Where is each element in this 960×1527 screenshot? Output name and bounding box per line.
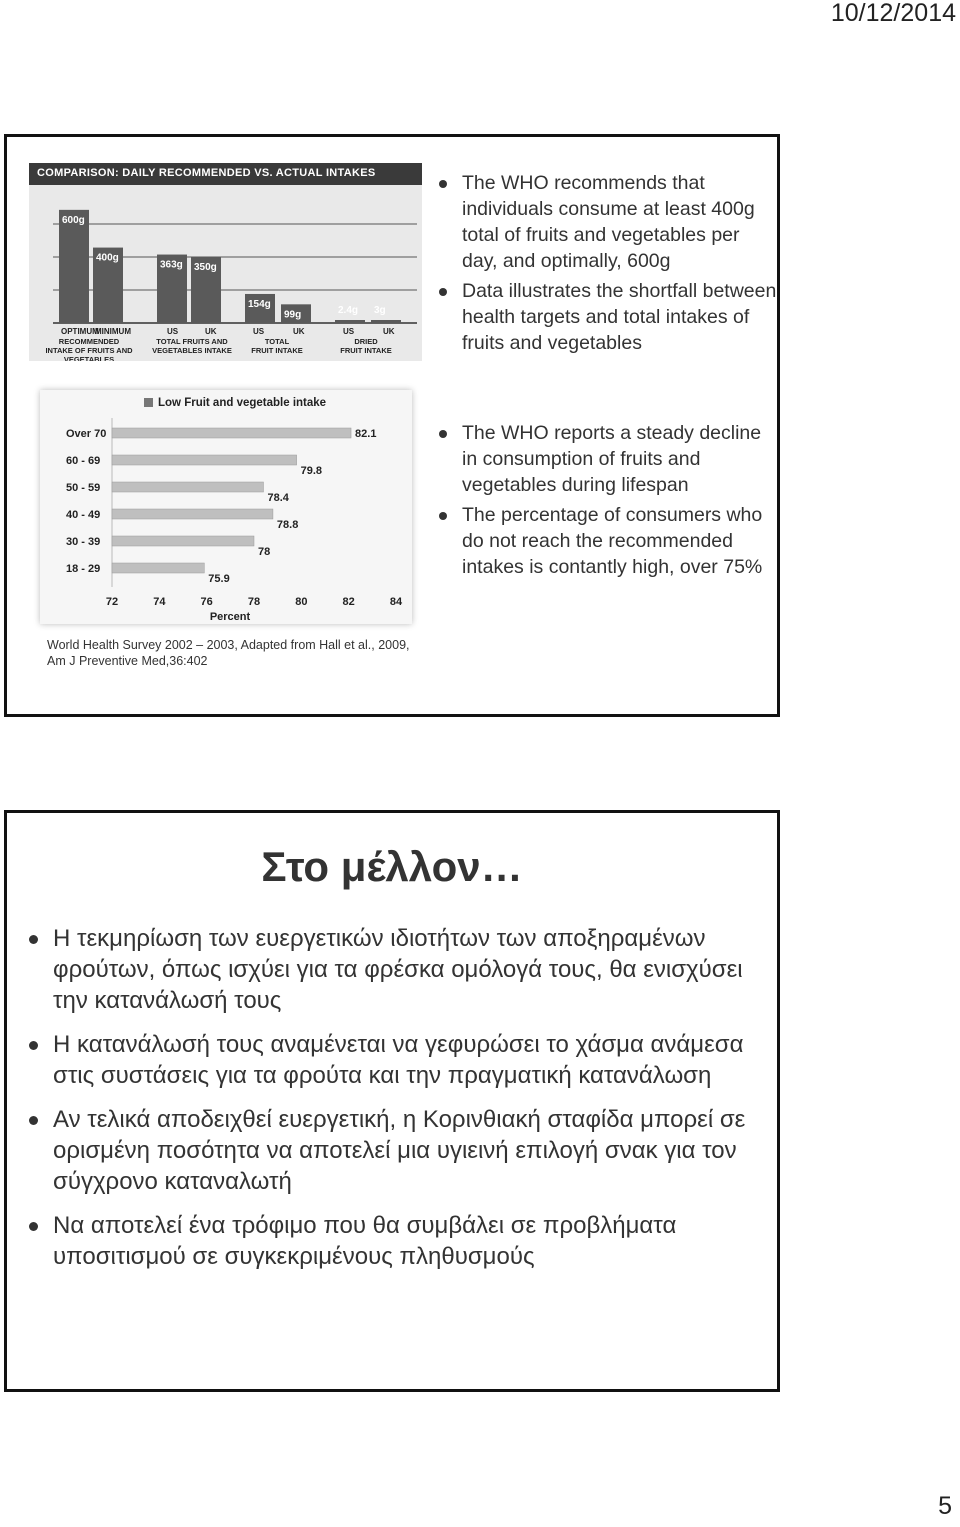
bullet-dot — [29, 935, 38, 944]
bar-value-label: 600g — [62, 214, 85, 226]
chart-bar — [371, 320, 401, 323]
bar-value-label: 154g — [248, 298, 271, 310]
legend-label: Low Fruit and vegetable intake — [158, 397, 327, 409]
bullet-item — [25, 1104, 775, 1197]
age-bar-value-label: 82.1 — [355, 428, 377, 440]
age-bar — [112, 482, 263, 492]
category-label: US — [253, 327, 265, 336]
age-bar — [112, 509, 273, 519]
bottom-bullet-list — [437, 420, 777, 584]
category-label: US — [167, 327, 179, 336]
bullet-dot — [439, 512, 447, 520]
age-intake-chart — [40, 390, 412, 624]
x-tick-label: 84 — [389, 596, 403, 608]
slide-future — [4, 810, 780, 1392]
bar-value-label: 363g — [160, 259, 183, 271]
age-category-label: 18 - 29 — [66, 563, 101, 575]
group-label: INTAKE OF FRUITS AND — [45, 346, 133, 355]
bar-value-label: 350g — [194, 262, 217, 273]
group-label: VEGETABLES INTAKE — [152, 346, 232, 355]
source-line: Am J Preventive Med,36:402 — [47, 654, 208, 668]
bullet-item — [25, 1210, 775, 1272]
group-label: FRUIT INTAKE — [251, 346, 303, 355]
bullet-dot — [439, 288, 447, 296]
bullet-dot — [439, 430, 447, 438]
group-label: TOTAL FRUITS AND — [156, 337, 228, 346]
category-label: UK — [205, 327, 217, 336]
category-label: OPTIMUM — [61, 327, 99, 336]
bullet-text: Η κατανάλωσή τους αναμένεται να γεφυρώσει το χάσμα ανάμεσα στις συστάσεις για τα φρούτα και την πραγματική κατανάλωση — [53, 1031, 744, 1089]
bullet-dot — [29, 1116, 38, 1125]
bullet-dot — [29, 1041, 38, 1050]
x-tick-label: 78 — [247, 596, 261, 608]
slide-intake-comparison — [4, 134, 780, 717]
age-bar — [112, 536, 254, 546]
intake-comparison-chart — [29, 163, 422, 361]
age-category-label: 30 - 39 — [66, 536, 101, 548]
slide-title: Στο μέλλον… — [261, 843, 523, 890]
x-tick-label: 82 — [342, 596, 355, 608]
bullet-item — [25, 923, 775, 1016]
x-axis-title: Percent — [209, 611, 251, 623]
x-tick-label: 80 — [295, 596, 308, 608]
age-bar — [112, 563, 204, 573]
x-tick-label: 76 — [200, 596, 213, 608]
bullet-item — [437, 420, 777, 498]
group-label: FRUIT INTAKE — [340, 346, 392, 355]
bullet-text: The WHO reports a steady decline in consumption of fruits and vegetables during lifespan — [462, 422, 762, 496]
bullet-text: Να αποτελεί ένα τρόφιμο που θα συμβάλει σε προβλήματα υποσιτισμού σε συγκεκριμένους πληθυσμούς — [53, 1212, 677, 1270]
age-chart-svg — [40, 390, 412, 624]
bullet-text: The percentage of consumers who do not reach the recommended intakes is contantly high, over 75% — [462, 504, 763, 578]
category-label: MINIMUM — [95, 327, 131, 336]
bullet-item — [437, 278, 777, 356]
x-tick-label: 74 — [153, 596, 166, 608]
bullet-text: Αν τελικά αποδειχθεί ευεργετική, η Κορινθιακή σταφίδα μπορεί σε ορισμένη ποσότητα να αποτελεί μια υγιεινή επιλογή σνακ για τον σύγχρονο καταναλωτή — [53, 1106, 746, 1195]
chart-title: COMPARISON: DAILY RECOMMENDED VS. ACTUAL INTAKES — [37, 167, 376, 179]
top-bullet-list — [437, 170, 777, 360]
category-label: UK — [383, 327, 395, 336]
age-bar — [112, 428, 351, 438]
age-category-label: 50 - 59 — [66, 482, 101, 494]
age-category-label: Over 70 — [66, 428, 107, 440]
group-label: DRIED — [354, 337, 378, 346]
group-label: RECOMMENDED — [58, 337, 120, 346]
age-category-label: 60 - 69 — [66, 455, 101, 467]
bullet-text: The WHO recommends that individuals consume at least 400g total of fruits and vegetables per day, and optimally, 600g — [462, 172, 755, 272]
category-label: UK — [293, 327, 305, 336]
bar-value-label: 2.4g — [338, 305, 359, 316]
source-citation — [47, 637, 437, 669]
chart-bar — [59, 210, 89, 323]
group-label: VEGETABLES — [63, 355, 115, 361]
future-bullet-list — [25, 923, 775, 1285]
bullet-dot — [29, 1222, 38, 1231]
age-bar-value-label: 75.9 — [208, 573, 230, 585]
source-line: World Health Survey 2002 – 2003, Adapted from Hall et al., 2009, — [47, 638, 410, 652]
bullet-item — [437, 502, 777, 580]
intake-chart-svg — [29, 163, 422, 361]
bullet-item — [25, 1029, 775, 1091]
bullet-text: Data illustrates the shortfall between health targets and total intakes of fruits and vegetables — [462, 280, 777, 354]
bar-value-label: 3g — [374, 305, 386, 316]
age-bar-value-label: 78.4 — [267, 492, 289, 504]
category-label: US — [343, 327, 355, 336]
chart-bar — [335, 320, 365, 323]
bullet-dot — [439, 180, 447, 188]
bullet-item — [437, 170, 777, 274]
page-date: 10/12/2014 — [830, 0, 956, 27]
bullet-text: Η τεκμηρίωση των ευεργετικών ιδιοτήτων των αποξηραμένων φρούτων, όπως ισχύει για τα φρέσκα ομόλογά τους, θα ενισχύσει την κατανάλωσή τους — [53, 925, 743, 1014]
age-bar-value-label: 79.8 — [300, 465, 323, 477]
bar-value-label: 400g — [96, 252, 119, 264]
age-bar — [112, 455, 297, 465]
bar-value-label: 99g — [284, 309, 302, 321]
age-bar-value-label: 78.8 — [276, 519, 299, 531]
x-tick-label: 72 — [105, 596, 119, 608]
page-number: 5 — [938, 1492, 952, 1520]
legend-swatch — [144, 398, 153, 407]
age-category-label: 40 - 49 — [66, 509, 101, 521]
group-label: TOTAL — [264, 337, 290, 346]
age-bar-value-label: 78 — [258, 546, 271, 558]
